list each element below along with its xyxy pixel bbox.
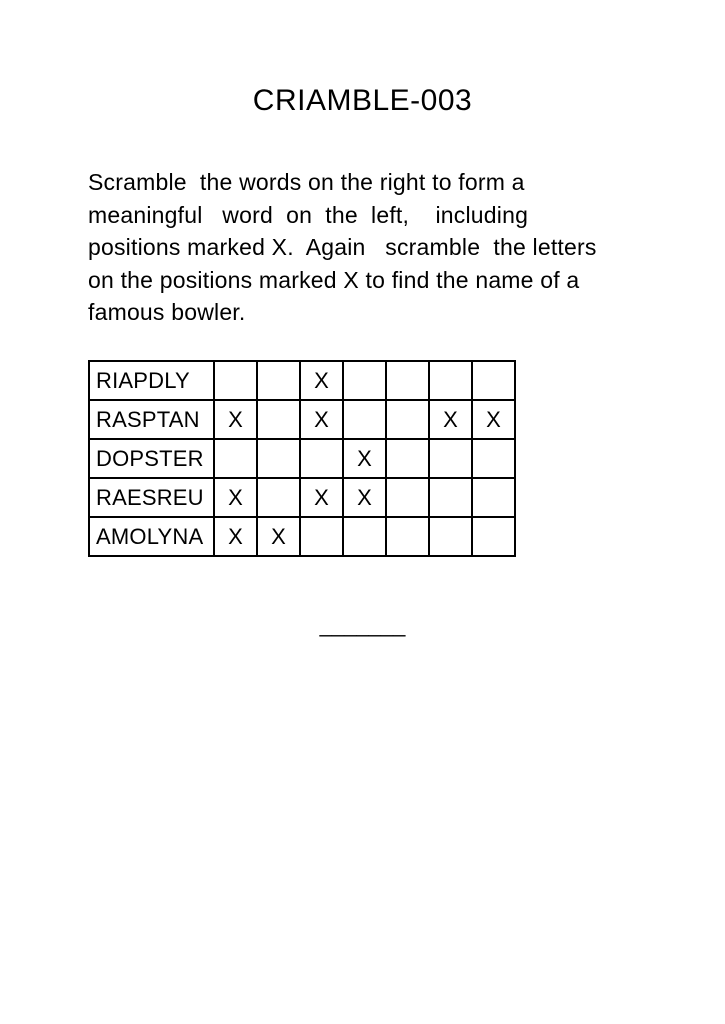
grid-cell	[429, 439, 472, 478]
grid-cell	[214, 439, 257, 478]
table-row	[89, 400, 515, 439]
grid-cell	[472, 361, 515, 400]
grid-cell	[257, 400, 300, 439]
grid-cell	[300, 517, 343, 556]
instructions-line-3: positions marked X. Again scramble the letters	[88, 234, 597, 260]
scrambled-word: RASPTAN	[89, 400, 214, 439]
grid-cell	[343, 400, 386, 439]
grid-cell	[300, 439, 343, 478]
grid-cell	[343, 517, 386, 556]
scrambled-word: RAESREU	[89, 478, 214, 517]
answer-blank: _______	[319, 612, 406, 637]
grid-cell	[429, 517, 472, 556]
scrambled-word: DOPSTER	[89, 439, 214, 478]
table-row	[89, 478, 515, 517]
table-row	[89, 517, 515, 556]
grid-cell: X	[214, 478, 257, 517]
instructions-line-4: on the positions marked X to find the name of a	[88, 266, 580, 293]
grid-cell	[257, 478, 300, 517]
table-row	[89, 361, 515, 400]
grid-cell: X	[300, 400, 343, 439]
page-title: CRIAMBLE-003	[252, 84, 473, 117]
grid-cell: X	[257, 517, 300, 556]
grid-cell	[386, 517, 429, 556]
grid-cell: X	[300, 478, 343, 517]
grid-cell	[343, 361, 386, 400]
grid-cell	[472, 517, 515, 556]
table-row	[89, 439, 515, 478]
scrambled-word: RIAPDLY	[89, 361, 214, 400]
grid-cell	[472, 478, 515, 517]
grid-cell: X	[300, 361, 343, 400]
instructions-line-1: Scramble the words on the right to form a	[88, 169, 525, 195]
grid-cell	[257, 361, 300, 400]
grid-cell: X	[472, 400, 515, 439]
grid-cell	[386, 400, 429, 439]
instructions-paragraph	[88, 166, 597, 329]
grid-cell	[386, 439, 429, 478]
grid-cell: X	[214, 517, 257, 556]
grid-cell	[257, 439, 300, 478]
scrambled-word: AMOLYNA	[89, 517, 214, 556]
grid-cell	[386, 361, 429, 400]
grid-cell	[429, 361, 472, 400]
puzzle-table	[88, 360, 516, 557]
grid-cell	[214, 361, 257, 400]
grid-cell: X	[214, 400, 257, 439]
grid-cell: X	[429, 400, 472, 439]
grid-cell	[386, 478, 429, 517]
grid-cell: X	[343, 478, 386, 517]
grid-cell	[429, 478, 472, 517]
grid-cell	[472, 439, 515, 478]
instructions-line-2: meaningful word on the left, including	[88, 201, 529, 228]
grid-cell: X	[343, 439, 386, 478]
instructions-line-5: famous bowler.	[88, 299, 246, 325]
